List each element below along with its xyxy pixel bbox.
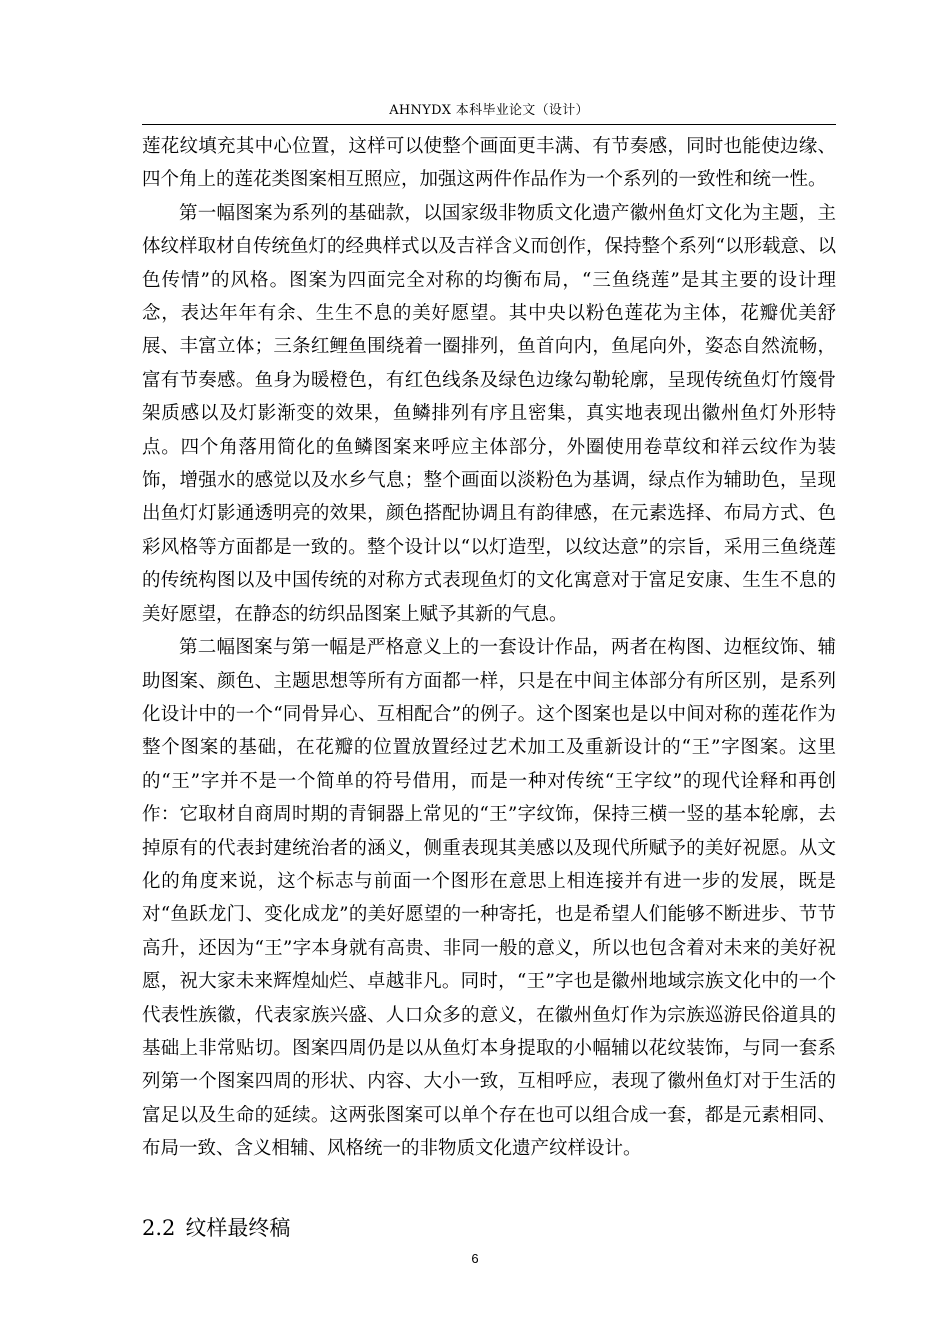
page-number: 6 [471,1251,479,1266]
body-text [142,130,836,1166]
section-title: 纹样最终稿 [185,1216,291,1240]
header-divider [142,124,836,125]
paragraph-first-pattern: 第一幅图案为系列的基础款，以国家级非物质文化遗产徽州鱼灯文化为主题，主体纹样取材自传统鱼灯的经典样式以及吉祥含义而创作，保持整个系列“以形载意、以色传情”的风格。图案为四面完全对称的均衡布局，“三鱼绕莲”是其主要的设计理念，表达年年有余、生生不息的美好愿望。其中央以粉色莲花为主体，花瓣优美舒展、丰富立体；三条红鲤鱼围绕着一圈排列，鱼首向内，鱼尾向外，姿态自然流畅，富有节奏感。鱼身为暖橙色，有红色线条及绿色边缘勾勒轮廓，呈现传统鱼灯竹篾骨架质感以及灯影渐变的效果，鱼鳞排列有序且密集，真实地表现出徽州鱼灯外形特点。四个角落用简化的鱼鳞图案来呼应主体部分，外圈使用卷草纹和祥云纹作为装饰，增强水的感觉以及水乡气息；整个画面以淡粉色为基调，绿点作为辅助色，呈现出鱼灯灯影通透明亮的效果，颜色搭配协调且有韵律感，在元素选择、布局方式、色彩风格等方面都是一致的。整个设计以“以灯造型，以纹达意”的宗旨，采用三鱼绕莲的传统构图以及中国传统的对称方式表现鱼灯的文化寓意对于富足安康、生生不息的美好愿望，在静态的纺织品图案上赋予其新的气息。 [142,202,836,625]
running-header: AHNYDX 本科毕业论文（设计） [389,103,589,118]
paragraph-second-pattern: 第二幅图案与第一幅是严格意义上的一套设计作品，两者在构图、边框纹饰、辅助图案、颜色、主题思想等所有方面都一样，只是在中间主体部分有所区别，是系列化设计中的一个“同骨异心、互相配合”的例子。这个图案也是以中间对称的莲花作为整个图案的基础，在花瓣的位置放置经过艺术加工及重新设计的“王”字图案。这里的“王”字并不是一个简单的符号借用，而是一种对传统“王字纹”的现代诠释和再创作：它取材自商周时期的青铜器上常见的“王”字纹饰，保持三横一竖的基本轮廓，去掉原有的代表封建统治者的涵义，侧重表现其美感以及现代所赋予的美好祝愿。从文化的角度来说，这个标志与前面一个图形在意思上相连接并有进一步的发展，既是对“鱼跃龙门、变化成龙”的美好愿望的一种寄托，也是希望人们能够不断进步、节节高升，还因为“王”字本身就有高贵、非同一般的意义，所以也包含着对未来的美好祝愿，祝大家未来辉煌灿烂、卓越非凡。同时，“王”字也是徽州地域宗族文化中的一个代表性族徽，代表家族兴盛、人口众多的意义，在徽州鱼灯作为宗族巡游民俗道具的基础上非常贴切。图案四周仍是以从鱼灯本身提取的小幅辅以花纹装饰，与同一套系列第一个图案四周的形状、内容、大小一致，互相呼应，表现了徽州鱼灯对于生活的富足以及生命的延续。这两张图案可以单个存在也可以组合成一套，都是元素相同、布局一致、含义相辅、风格统一的非物质文化遗产纹样设计。 [142,637,836,1160]
section-number: 2.2 [142,1216,176,1240]
section-heading [142,1213,290,1243]
paragraph-continuation: 莲花纹填充其中心位置，这样可以使整个画面更丰满、有节奏感，同时也能使边缘、四个角上的莲花类图案相互照应，加强这两件作品作为一个系列的一致性和统一性。 [142,136,836,191]
